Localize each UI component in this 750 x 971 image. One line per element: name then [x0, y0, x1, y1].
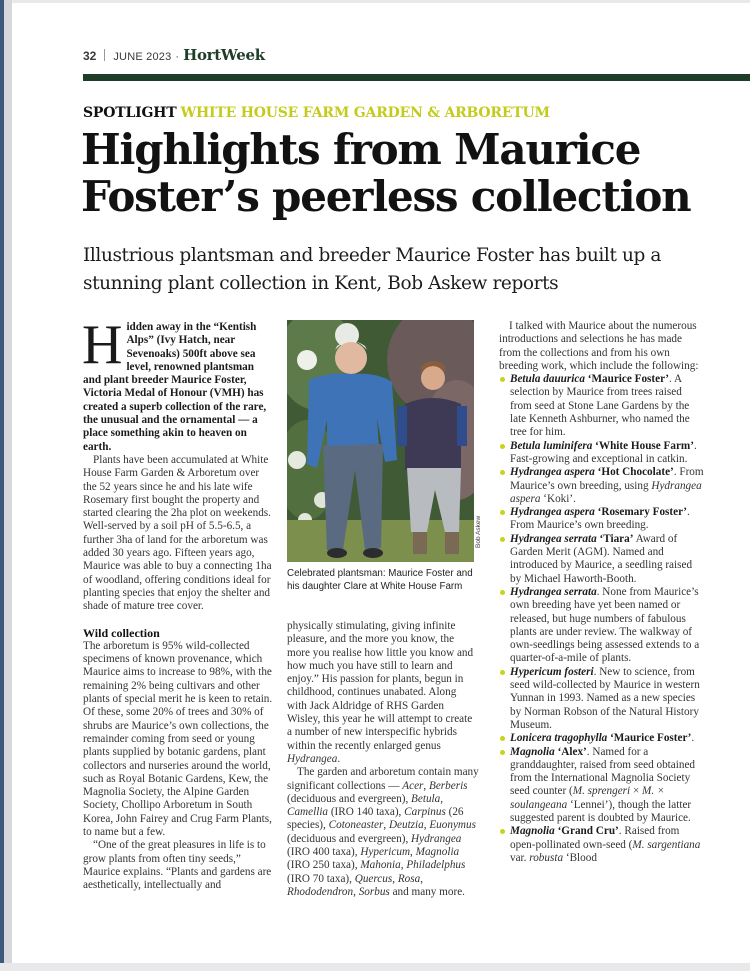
item-text: ‘Koki’. [540, 492, 576, 505]
section-label: SPOTLIGHT [83, 105, 177, 121]
headline: Highlights from Maurice Foster’s peerless collection [81, 125, 691, 221]
item-text: ‘Lennei’), though the latter suggested parent is doubted by Maurice. [510, 798, 692, 824]
species-name: Hypericum fosteri [510, 665, 594, 678]
kicker [83, 105, 550, 121]
collections-paragraph [287, 766, 479, 899]
genus-name: Rhododendron [287, 885, 354, 898]
lede-paragraph [82, 314, 273, 454]
genus-name: Quercus [354, 872, 393, 885]
list-item [499, 533, 706, 586]
genus-name: Berberis [429, 779, 468, 792]
standfirst: Illustrious plantsman and breeder Maurice Foster has built up a stunning plant collection in Kent, Bob Askew reports [83, 245, 662, 294]
list-item [499, 586, 706, 666]
body-paragraph: “One of the great pleasures in life is to grow plants from often tiny seeds,” Maurice explains. “Plants and gardens are aesthetically, intellectually and [83, 839, 272, 892]
genus-name: Deutzia [388, 819, 424, 832]
species-name: robusta [529, 851, 564, 864]
item-text: . From Maurice’s own breeding. [510, 506, 690, 532]
window-gutter [4, 0, 12, 971]
list-item [499, 440, 706, 467]
body-text: (IRO 250 taxa), [287, 859, 361, 872]
body-text: (IRO 70 taxa), [287, 872, 355, 885]
brand-logo: HortWeek [183, 46, 265, 64]
list-item [499, 466, 706, 506]
cultivar-name: ‘Maurice Foster’ [607, 732, 692, 745]
body-text: and many more. [389, 885, 465, 898]
item-text: . None from Maurice’s own breeding have yet been named or released, but huge numbers of fabulous plants are under review. The walkway of own-seedlings being assessed extends to a quarter-of-a-mile of plants. [510, 585, 700, 665]
body-paragraph: I talked with Maurice about the numerous introductions and selections he has made from the collections and from his own breeding work, which include the following: [499, 320, 699, 372]
species-name: M. sargentiana [632, 838, 701, 851]
column-1 [82, 314, 273, 892]
item-text: . [691, 732, 695, 745]
species-name: Magnolia [510, 825, 555, 838]
body-text: , [383, 819, 389, 832]
list-item [499, 666, 706, 732]
lede-text: idden away in the “Kentish Alps” (Ivy Hatch, near Sevenoaks) 500ft above sea level, renowned plantsman and plant breeder Maurice Foster, Victoria Medal of Honour (VMH) has created a superb collection of the rare, the unusual and the ornamental — a place something akin to heaven on earth. [83, 321, 267, 453]
viewer-bottom-margin [0, 963, 750, 971]
cultivar-name: ‘White House Farm’ [592, 439, 694, 452]
list-item [499, 506, 706, 533]
species-name: Lonicera tragophylla [510, 732, 608, 745]
species-name: Hydrangea aspera [510, 479, 702, 505]
genus-name: Hypericum [360, 846, 411, 859]
item-text: Award of Garden Merit (AGM). Named and introduced by Maurice, a seedling raised by Michael Haworth-Booth. [510, 532, 693, 585]
species-name: Hydrangea aspera [510, 506, 595, 519]
header-divider [104, 49, 105, 61]
body-text: , [420, 872, 423, 885]
item-text: . New to science, from seed wild-collected by Maurice in western Yunnan in 1993. Named as a new species by Norman Robson of the Natural History Museum. [510, 665, 700, 731]
list-item [499, 746, 706, 826]
column-2 [287, 620, 479, 899]
issue-date: JUNE 2023 [113, 51, 172, 63]
photo-caption: Celebrated plantsman: Maurice Foster and his daughter Clare at White House Farm [287, 568, 473, 592]
body-text: (deciduous and evergreen), [287, 832, 412, 845]
cultivar-name: ‘Grand Cru’ [554, 825, 619, 838]
header-rule [83, 74, 750, 81]
drop-cap: H [82, 314, 123, 376]
genus-name: Philadelphus [406, 859, 466, 872]
species-name: M. sprengeri [572, 785, 631, 798]
cultivar-name: ‘Rosemary Foster’ [594, 506, 687, 519]
item-text: . Fast-growing and exceptional in catkin. [510, 439, 697, 465]
body-paragraph: The arboretum is 95% wild-collected specimens of known provenance, which Maurice aims to increase to 98%, with the remaining 2% being cultivars and other plants of special merit he is keen to retain. Of these, some 20% of trees and 30% of shrubs are Maurice’s own collections, the remainder coming from seed or young plants supplied by botanic gardens, plant collectors and nurseries around the world, such as Royal Botanic Gardens, Kew, the Magnolia Society, the Alpine Garden Society, Chollipo Arboretum in South Korea, John Fairey and Crug Farm Plants, to name but a few. [83, 639, 273, 838]
column-3 [499, 320, 706, 865]
header-dot: · [175, 51, 180, 63]
body-text: (IRO 400 taxa), [287, 846, 361, 859]
list-item [499, 732, 706, 745]
genus-name: Cotoneaster [328, 819, 384, 832]
genus-name: Rosa [397, 872, 421, 885]
article-photo [287, 320, 474, 562]
body-text: The garden and arboretum contain many significant collections — [287, 766, 479, 792]
body-text: (26 species), [287, 806, 464, 832]
item-text: var. [510, 851, 530, 864]
genus-name: Euonymus [429, 819, 476, 832]
species-name: Hydrangea aspera [510, 466, 595, 479]
body-text: , [392, 872, 398, 885]
cultivar-name: ‘Hot Chocolate’ [594, 466, 674, 479]
page-number: 32 [83, 49, 97, 63]
species-name: M. × soulangeana [510, 785, 665, 811]
genus-name: Carpinus [404, 806, 446, 819]
genus-name: Mahonia [360, 859, 401, 872]
species-name: Hydrangea serrata [510, 585, 597, 598]
topic-label: WHITE HOUSE FARM GARDEN & ARBORETUM [180, 105, 550, 121]
genus-name: Camellia [287, 806, 329, 819]
introductions-list [499, 373, 706, 865]
genus-name: Magnolia [415, 846, 460, 859]
body-text: . [337, 752, 341, 765]
list-item [499, 825, 706, 865]
page-header [83, 46, 265, 64]
body-text: , [423, 779, 429, 792]
body-text: , [440, 792, 444, 805]
list-item [499, 373, 706, 439]
species-name: Hydrangea serrata [510, 532, 597, 545]
species-name: Betula dauurica [510, 373, 585, 386]
cultivar-name: ‘Maurice Foster’ [584, 373, 669, 386]
genus-name: Acer [402, 779, 424, 792]
body-text: , [353, 885, 359, 898]
item-text: . Named for a granddaughter, raised from seed obtained from the International Magnolia Society seed counter ( [510, 745, 696, 798]
genus-name: Hydrangea [287, 752, 338, 765]
body-text: (deciduous and evergreen), [287, 792, 412, 805]
body-text: , [410, 846, 416, 859]
cultivar-name: ‘Tiara’ [596, 532, 634, 545]
item-text: . Raised from open-pollinated own-seed ( [510, 825, 680, 851]
item-text: ‘Blood [563, 851, 597, 864]
item-text: . A selection by Maurice from trees raised from seed at Stone Lane Gardens by the late Kenneth Ashburner, who named the tree for him. [510, 373, 690, 439]
species-name: Betula luminifera [510, 439, 593, 452]
item-text: × [630, 785, 643, 798]
item-text: . From Maurice’s own breeding, using [510, 466, 704, 492]
species-name: Magnolia [510, 745, 555, 758]
genus-name: Betula [411, 792, 441, 805]
body-text: physically stimulating, giving infinite pleasure, and the more you know, the more you realise how little you know and how much you have still to learn and enjoy.” His passion for plants, begun in childhood, continues unabated. Along with Jack Aldridge of RHS Garden Wisley, this year he will attempt to create a number of new interspecific hybrids within the recently enlarged genus [287, 620, 474, 752]
body-paragraph [287, 620, 479, 766]
body-text: , [423, 819, 430, 832]
body-paragraph: Plants have been accumulated at White House Farm Garden & Arboretum over the 52 years since he and his late wife Rosemary first bought the property and started clearing the 2ha plot on weekends. Well-served by a soil pH of 5.5-6.5, a further 3ha of land for the arboretum was added 30 years ago. Fifteen years ago, Maurice was able to buy a connecting 1ha of woodland, offering conditions ideal for planting species that enjoy the shelter and shade of mature tree cover. [83, 453, 272, 613]
body-text: , [400, 859, 407, 872]
genus-name: Hydrangea [411, 832, 462, 845]
subheading: Wild collection [83, 625, 160, 640]
body-text: (IRO 140 taxa), [328, 806, 405, 819]
photo-maurice-and-clare [287, 320, 474, 562]
photo-credit: Bob Askew [475, 515, 482, 548]
cultivar-name: ‘Alex’ [554, 745, 587, 758]
genus-name: Sorbus [358, 885, 390, 898]
